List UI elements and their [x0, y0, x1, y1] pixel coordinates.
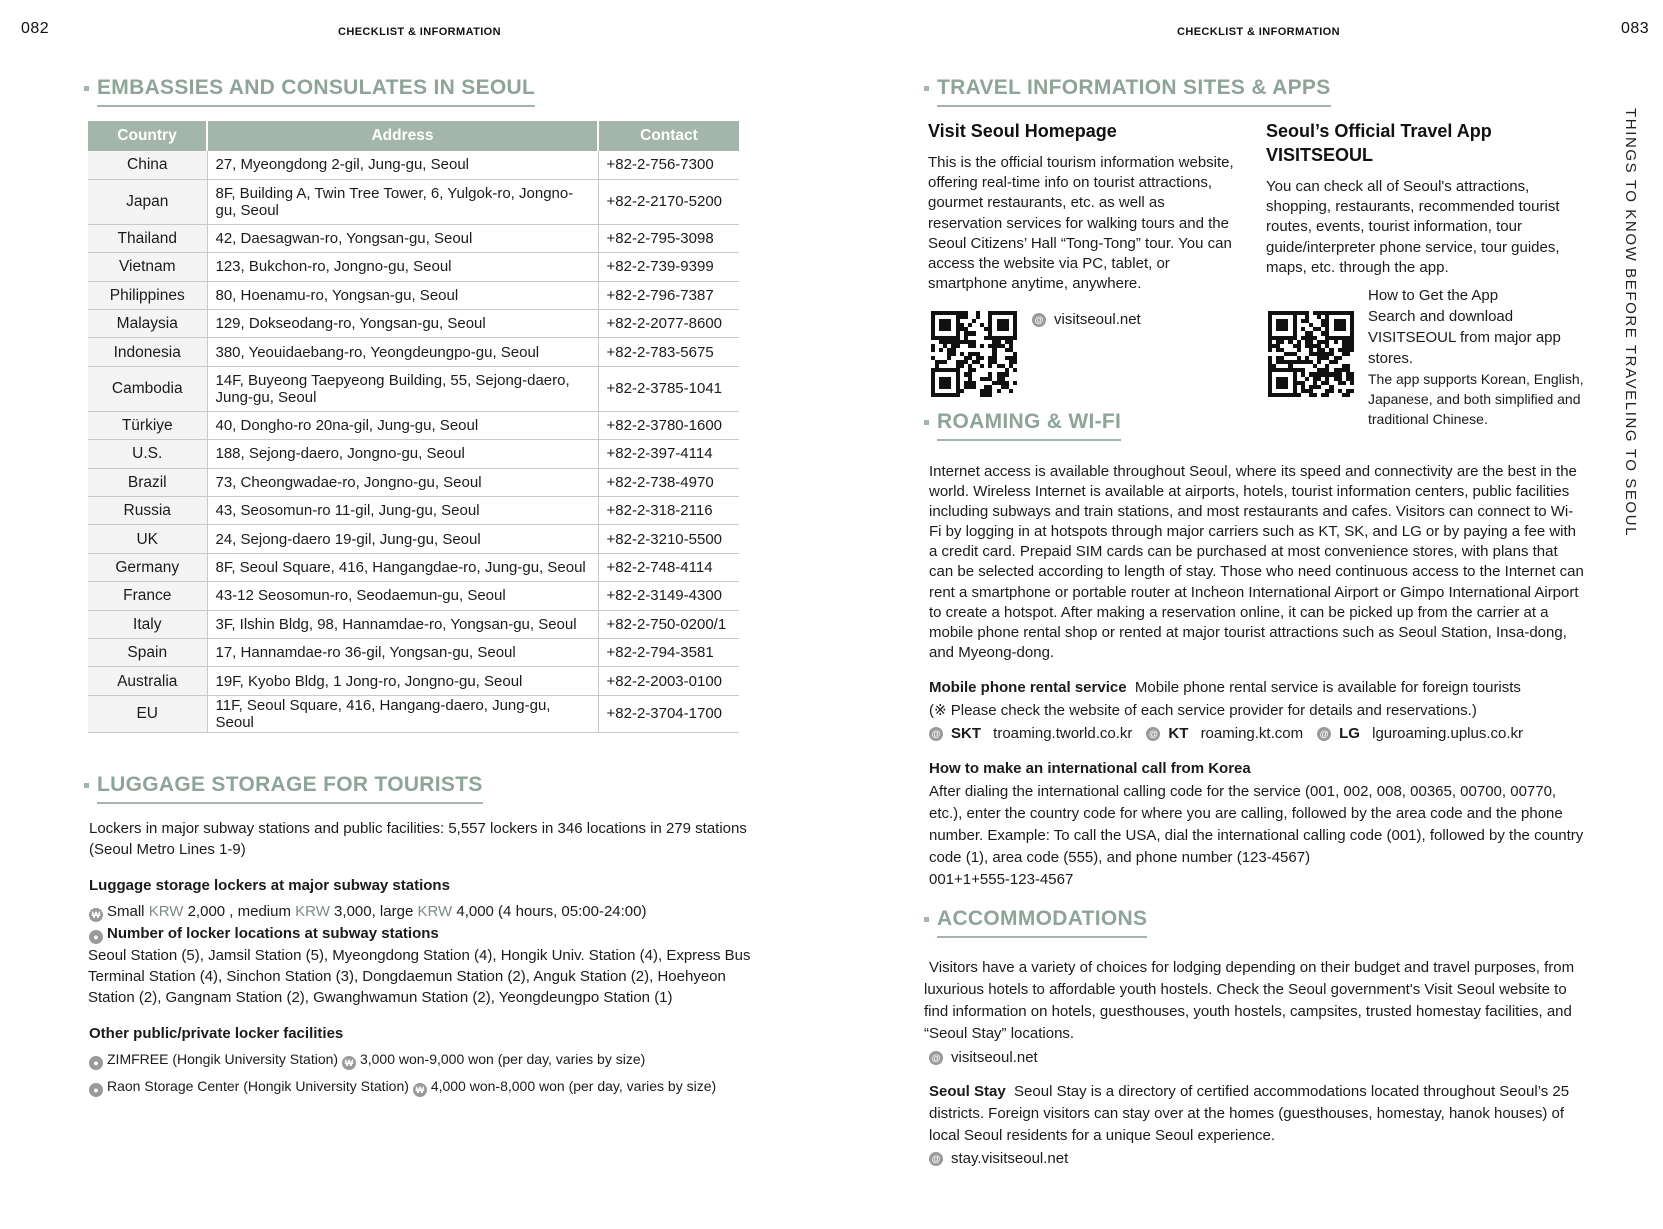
luggage-subway-heading: Luggage storage lockers at major subway stations: [89, 877, 450, 894]
cell-address: 123, Bukchon-ro, Jongno-gu, Seoul: [207, 253, 598, 281]
price-text: 4,000 (4 hours, 05:00-24:00): [452, 903, 647, 920]
facility-price: 3,000 won-9,000 won (per day, varies by size): [359, 1051, 646, 1067]
cell-contact: +82-2-795-3098: [598, 224, 739, 252]
cell-country: Russia: [88, 497, 207, 525]
cell-country: Philippines: [88, 281, 207, 309]
carrier-name: LG: [1339, 725, 1360, 742]
locker-locations-heading: [89, 923, 439, 944]
table-row: [88, 253, 739, 281]
cell-country: Japan: [88, 179, 207, 224]
at-icon: @: [929, 727, 943, 741]
currency-label: KRW: [295, 903, 330, 920]
app-title: [1266, 119, 1492, 167]
cell-address: 24, Sejong-daero 19-gil, Jung-gu, Seoul: [207, 525, 598, 553]
table-row: [88, 553, 739, 581]
cell-country: Indonesia: [88, 338, 207, 366]
cell-address: 27, Myeongdong 2-gil, Jung-gu, Seoul: [207, 151, 598, 179]
table-row: [88, 440, 739, 468]
other-lockers-heading: Other public/private locker facilities: [89, 1025, 344, 1042]
at-icon: @: [1146, 727, 1160, 741]
table-row: [88, 411, 739, 439]
cell-contact: +82-2-3780-1600: [598, 411, 739, 439]
accommodations-url[interactable]: visitseoul.net: [951, 1049, 1038, 1066]
cell-country: UK: [88, 525, 207, 553]
cell-country: Türkiye: [88, 411, 207, 439]
table-row: [88, 338, 739, 366]
accommodations-text: Visitors have a variety of choices for lodging depending on their budget and travel purposes, from luxurious hotels to affordable youth hostels. Check the Seoul government's Visit Seoul website to find information on hotels, guesthouses, youth hostels, campsites, trusted homestay facilities, and “Seoul Stay” locations.: [924, 959, 1575, 1042]
cell-contact: +82-2-738-4970: [598, 468, 739, 496]
table-row: [88, 582, 739, 610]
won-icon: ₩: [342, 1056, 356, 1070]
seoul-stay-link[interactable]: [929, 1148, 1068, 1169]
table-row: [88, 281, 739, 309]
carrier-link-lg[interactable]: [1317, 723, 1523, 744]
cell-country: Germany: [88, 553, 207, 581]
cell-country: Vietnam: [88, 253, 207, 281]
cell-contact: +82-2-739-9399: [598, 253, 739, 281]
cell-country: France: [88, 582, 207, 610]
table-row: [88, 151, 739, 179]
accommodations-heading: [924, 907, 1147, 938]
homepage-text: This is the official tourism information website, offering real-time info on tourist attractions, gourmet restaurants, etc. as well as reservation services for walking tours and the Seoul Citizens’ Hall “Tong-Tong” tour. You can access the website via PC, tablet, or smartphone anytime, anywhere.: [928, 154, 1234, 293]
header-contact: Contact: [598, 121, 739, 151]
homepage-url[interactable]: visitseoul.net: [1054, 311, 1141, 328]
rental-text: Mobile phone rental service is available for foreign tourists: [1134, 679, 1521, 696]
cell-address: 40, Dongho-ro 20na-gil, Jung-gu, Seoul: [207, 411, 598, 439]
pin-icon: ●: [89, 1056, 103, 1070]
cell-address: 14F, Buyeong Taepyeong Building, 55, Sejong-daero, Jung-gu, Seoul: [207, 366, 598, 411]
cell-address: 43, Seosomun-ro 11-gil, Jung-gu, Seoul: [207, 497, 598, 525]
facility-name: Raon Storage Center (Hongik University Station): [107, 1078, 409, 1094]
cell-contact: +82-2-2003-0100: [598, 667, 739, 695]
cell-country: Australia: [88, 667, 207, 695]
cell-country: Brazil: [88, 468, 207, 496]
cell-contact: +82-2-3785-1041: [598, 366, 739, 411]
accommodations-link[interactable]: [929, 1047, 1038, 1068]
rental-label: Mobile phone rental service: [929, 679, 1127, 696]
homepage-title: Visit Seoul Homepage: [928, 121, 1117, 141]
side-tab: THINGS TO KNOW BEFORE TRAVELING TO SEOUL: [1622, 108, 1639, 538]
at-icon: @: [1317, 727, 1331, 741]
table-row: [88, 366, 739, 411]
cell-country: EU: [88, 695, 207, 732]
call-heading: How to make an international call from Korea: [929, 760, 1251, 777]
section-bullet: [84, 783, 89, 788]
cell-contact: +82-2-2077-8600: [598, 310, 739, 338]
roaming-heading: [924, 410, 1121, 441]
table-row: [88, 667, 739, 695]
cell-country: Thailand: [88, 224, 207, 252]
roaming-title: ROAMING & WI-FI: [937, 410, 1121, 441]
qr-code-icon: [1268, 311, 1354, 397]
embassies-title: EMBASSIES AND CONSULATES IN SEOUL: [97, 76, 535, 107]
section-bullet: [924, 86, 929, 91]
pin-icon: ●: [89, 930, 103, 944]
cell-contact: +82-2-794-3581: [598, 638, 739, 666]
currency-label: KRW: [417, 903, 453, 920]
carrier-name: KT: [1168, 725, 1189, 742]
facility-price: 4,000 won-8,000 won (per day, varies by size): [430, 1078, 717, 1094]
cell-address: 8F, Building A, Twin Tree Tower, 6, Yulgok-ro, Jongno-gu, Seoul: [207, 179, 598, 224]
at-icon: @: [1032, 313, 1046, 327]
app-get-text2: The app supports Korean, English, Japanese, and both simplified and traditional Chinese.: [1368, 371, 1584, 427]
cell-contact: +82-2-756-7300: [598, 151, 739, 179]
locker-locations-label: Number of locker locations at subway stations: [107, 925, 439, 942]
seoul-stay-label: Seoul Stay: [929, 1083, 1006, 1100]
cell-address: 80, Hoenamu-ro, Yongsan-gu, Seoul: [207, 281, 598, 309]
app-title-line2: VISITSEOUL: [1266, 145, 1374, 165]
table-row: [88, 310, 739, 338]
won-icon: ₩: [413, 1083, 427, 1097]
cell-contact: +82-2-3210-5500: [598, 525, 739, 553]
embassy-table: [88, 121, 739, 733]
cell-address: 73, Cheongwadae-ro, Jongno-gu, Seoul: [207, 468, 598, 496]
luggage-prices: [89, 901, 749, 922]
page-number-right: 083: [1621, 20, 1650, 37]
cell-address: 17, Hannamdae-ro 36-gil, Yongsan-gu, Seoul: [207, 638, 598, 666]
cell-country: U.S.: [88, 440, 207, 468]
table-row: [88, 695, 739, 732]
cell-address: 380, Yeouidaebang-ro, Yeongdeungpo-gu, Seoul: [207, 338, 598, 366]
cell-contact: +82-2-748-4114: [598, 553, 739, 581]
cell-address: 19F, Kyobo Bldg, 1 Jong-ro, Jongno-gu, Seoul: [207, 667, 598, 695]
app-text: You can check all of Seoul's attractions, shopping, restaurants, recommended tourist routes, events, tourist information, tour guide/interpreter phone service, tour guides, maps, etc. through the app.: [1266, 178, 1560, 276]
cell-country: Spain: [88, 638, 207, 666]
cell-contact: +82-2-796-7387: [598, 281, 739, 309]
carrier-url[interactable]: roaming.kt.com: [1200, 725, 1304, 742]
roaming-text: Internet access is available throughout Seoul, where its speed and connectivity are the best in the world. Wireless Internet is available at airports, hotels, tourist information centers, public facilities including subways and train stations, and most restaurants and cafes. Visitors can connect to Wi-Fi by logging in at hotspots through major carriers such as KT, SK, and LG or by paying a fee with a credit card. Prepaid SIM cards can be purchased at most convenience stores, with plans that can be selected according to length of stay. Those who need continuous access to the Internet can rent a smartphone or portable router at Incheon International Airport or Gimpo International Airport to create a hotspot. After making a reservation online, it can be picked up from the carrier at a mobile phone rental shop or rented at major tourist attractions such as Seoul Station, Insa-dong, and Myeong-dong.: [929, 463, 1584, 661]
cell-contact: +82-2-783-5675: [598, 338, 739, 366]
at-icon: @: [929, 1152, 943, 1166]
luggage-heading: [84, 773, 483, 804]
cell-country: Cambodia: [88, 366, 207, 411]
carrier-link-kt[interactable]: [1146, 723, 1303, 744]
facility-item: [89, 1076, 754, 1097]
currency-label: KRW: [148, 903, 184, 920]
page-number-left: 082: [21, 20, 50, 37]
travel-info-title: TRAVEL INFORMATION SITES & APPS: [937, 76, 1331, 107]
section-bullet: [84, 86, 89, 91]
app-title-line1: Seoul’s Official Travel App: [1266, 121, 1492, 141]
header-address: Address: [207, 121, 598, 151]
cell-contact: +82-2-397-4114: [598, 440, 739, 468]
table-row: [88, 497, 739, 525]
luggage-intro: Lockers in major subway stations and public facilities: 5,557 lockers in 346 locations in 279 stations (Seoul Metro Lines 1-9): [89, 820, 747, 858]
won-icon: ₩: [89, 908, 103, 922]
cell-country: Malaysia: [88, 310, 207, 338]
luggage-title: LUGGAGE STORAGE FOR TOURISTS: [97, 773, 483, 804]
at-icon: @: [929, 1051, 943, 1065]
cell-country: China: [88, 151, 207, 179]
price-text: Small: [107, 903, 149, 920]
table-row: [88, 638, 739, 666]
cell-contact: +82-2-2170-5200: [598, 179, 739, 224]
rental-line: [929, 677, 1584, 698]
cell-contact: +82-2-750-0200/1: [598, 610, 739, 638]
cell-address: 42, Daesagwan-ro, Yongsan-gu, Seoul: [207, 224, 598, 252]
cell-contact: +82-2-3149-4300: [598, 582, 739, 610]
locker-locations-text: Seoul Station (5), Jamsil Station (5), Myeongdong Station (4), Hongik Univ. Station (4), Express Bus Terminal Station (4), Sinchon Station (3), Dongdaemun Station (2), Anguk Station (2), Hoehyeon Station (2), Gangnam Station (2), Gwanghwamun Station (2), Yeongdeungpo Station (1): [88, 947, 751, 1006]
section-bullet: [924, 917, 929, 922]
cell-address: 3F, Ilshin Bldg, 98, Hannamdae-ro, Yongsan-gu, Seoul: [207, 610, 598, 638]
running-head-left: CHECKLIST & INFORMATION: [338, 26, 501, 38]
carrier-url[interactable]: troaming.tworld.co.kr: [993, 725, 1133, 742]
cell-address: 43-12 Seosomun-ro, Seodaemun-gu, Seoul: [207, 582, 598, 610]
table-row: [88, 610, 739, 638]
carrier-name: SKT: [951, 725, 981, 742]
carrier-url[interactable]: lguroaming.uplus.co.kr: [1372, 725, 1524, 742]
call-text: After dialing the international calling code for the service (001, 002, 008, 00365, 00700, 00770, etc.), enter the country code for where you are calling, followed by the area code and the phone number. Example: To call the USA, dial the international calling code (001), followed by the country code (1), area code (555), and phone number (123-4567): [929, 783, 1584, 866]
table-header-row: [88, 121, 739, 151]
call-example: 001+1+555-123-4567: [929, 871, 1074, 888]
price-text: 3,000, large: [329, 903, 418, 920]
app-get-title: How to Get the App: [1368, 287, 1499, 304]
running-head-right: CHECKLIST & INFORMATION: [1177, 26, 1340, 38]
travel-info-heading: [924, 76, 1331, 107]
cell-address: 129, Dokseodang-ro, Yongsan-gu, Seoul: [207, 310, 598, 338]
accommodations-title: ACCOMMODATIONS: [937, 907, 1147, 938]
carrier-links: [929, 723, 1584, 744]
cell-contact: +82-2-318-2116: [598, 497, 739, 525]
table-row: [88, 525, 739, 553]
pin-icon: ●: [89, 1083, 103, 1097]
seoul-stay-text: [929, 1081, 1584, 1147]
seoul-stay-url[interactable]: stay.visitseoul.net: [951, 1150, 1069, 1167]
table-row: [88, 224, 739, 252]
cell-contact: +82-2-3704-1700: [598, 695, 739, 732]
section-bullet: [924, 420, 929, 425]
facility-name: ZIMFREE (Hongik University Station): [107, 1051, 339, 1067]
cell-address: 11F, Seoul Square, 416, Hangang-daero, Jung-gu, Seoul: [207, 695, 598, 732]
app-get-text: Search and download VISITSEOUL from major app stores.: [1368, 308, 1561, 367]
rental-note: (※ Please check the website of each service provider for details and reservations.): [929, 702, 1477, 719]
header-country: Country: [88, 121, 207, 151]
qr-code-icon: [931, 311, 1017, 397]
carrier-link-skt[interactable]: [929, 723, 1132, 744]
cell-address: 188, Sejong-daero, Jongno-gu, Seoul: [207, 440, 598, 468]
app-get-block: [1368, 285, 1593, 429]
seoul-stay-description: Seoul Stay is a directory of certified accommodations located throughout Seoul’s 25 districts. Foreign visitors can stay over at the homes (guesthouses, homestay, hanok houses) of local Seoul residents for a unique Seoul experience.: [929, 1083, 1570, 1144]
price-text: 2,000 , medium: [183, 903, 296, 920]
facility-item: [89, 1049, 754, 1070]
table-row: [88, 468, 739, 496]
embassies-heading: [84, 76, 535, 107]
homepage-link[interactable]: [1032, 309, 1141, 330]
cell-address: 8F, Seoul Square, 416, Hangangdae-ro, Jung-gu, Seoul: [207, 553, 598, 581]
cell-country: Italy: [88, 610, 207, 638]
table-row: [88, 179, 739, 224]
